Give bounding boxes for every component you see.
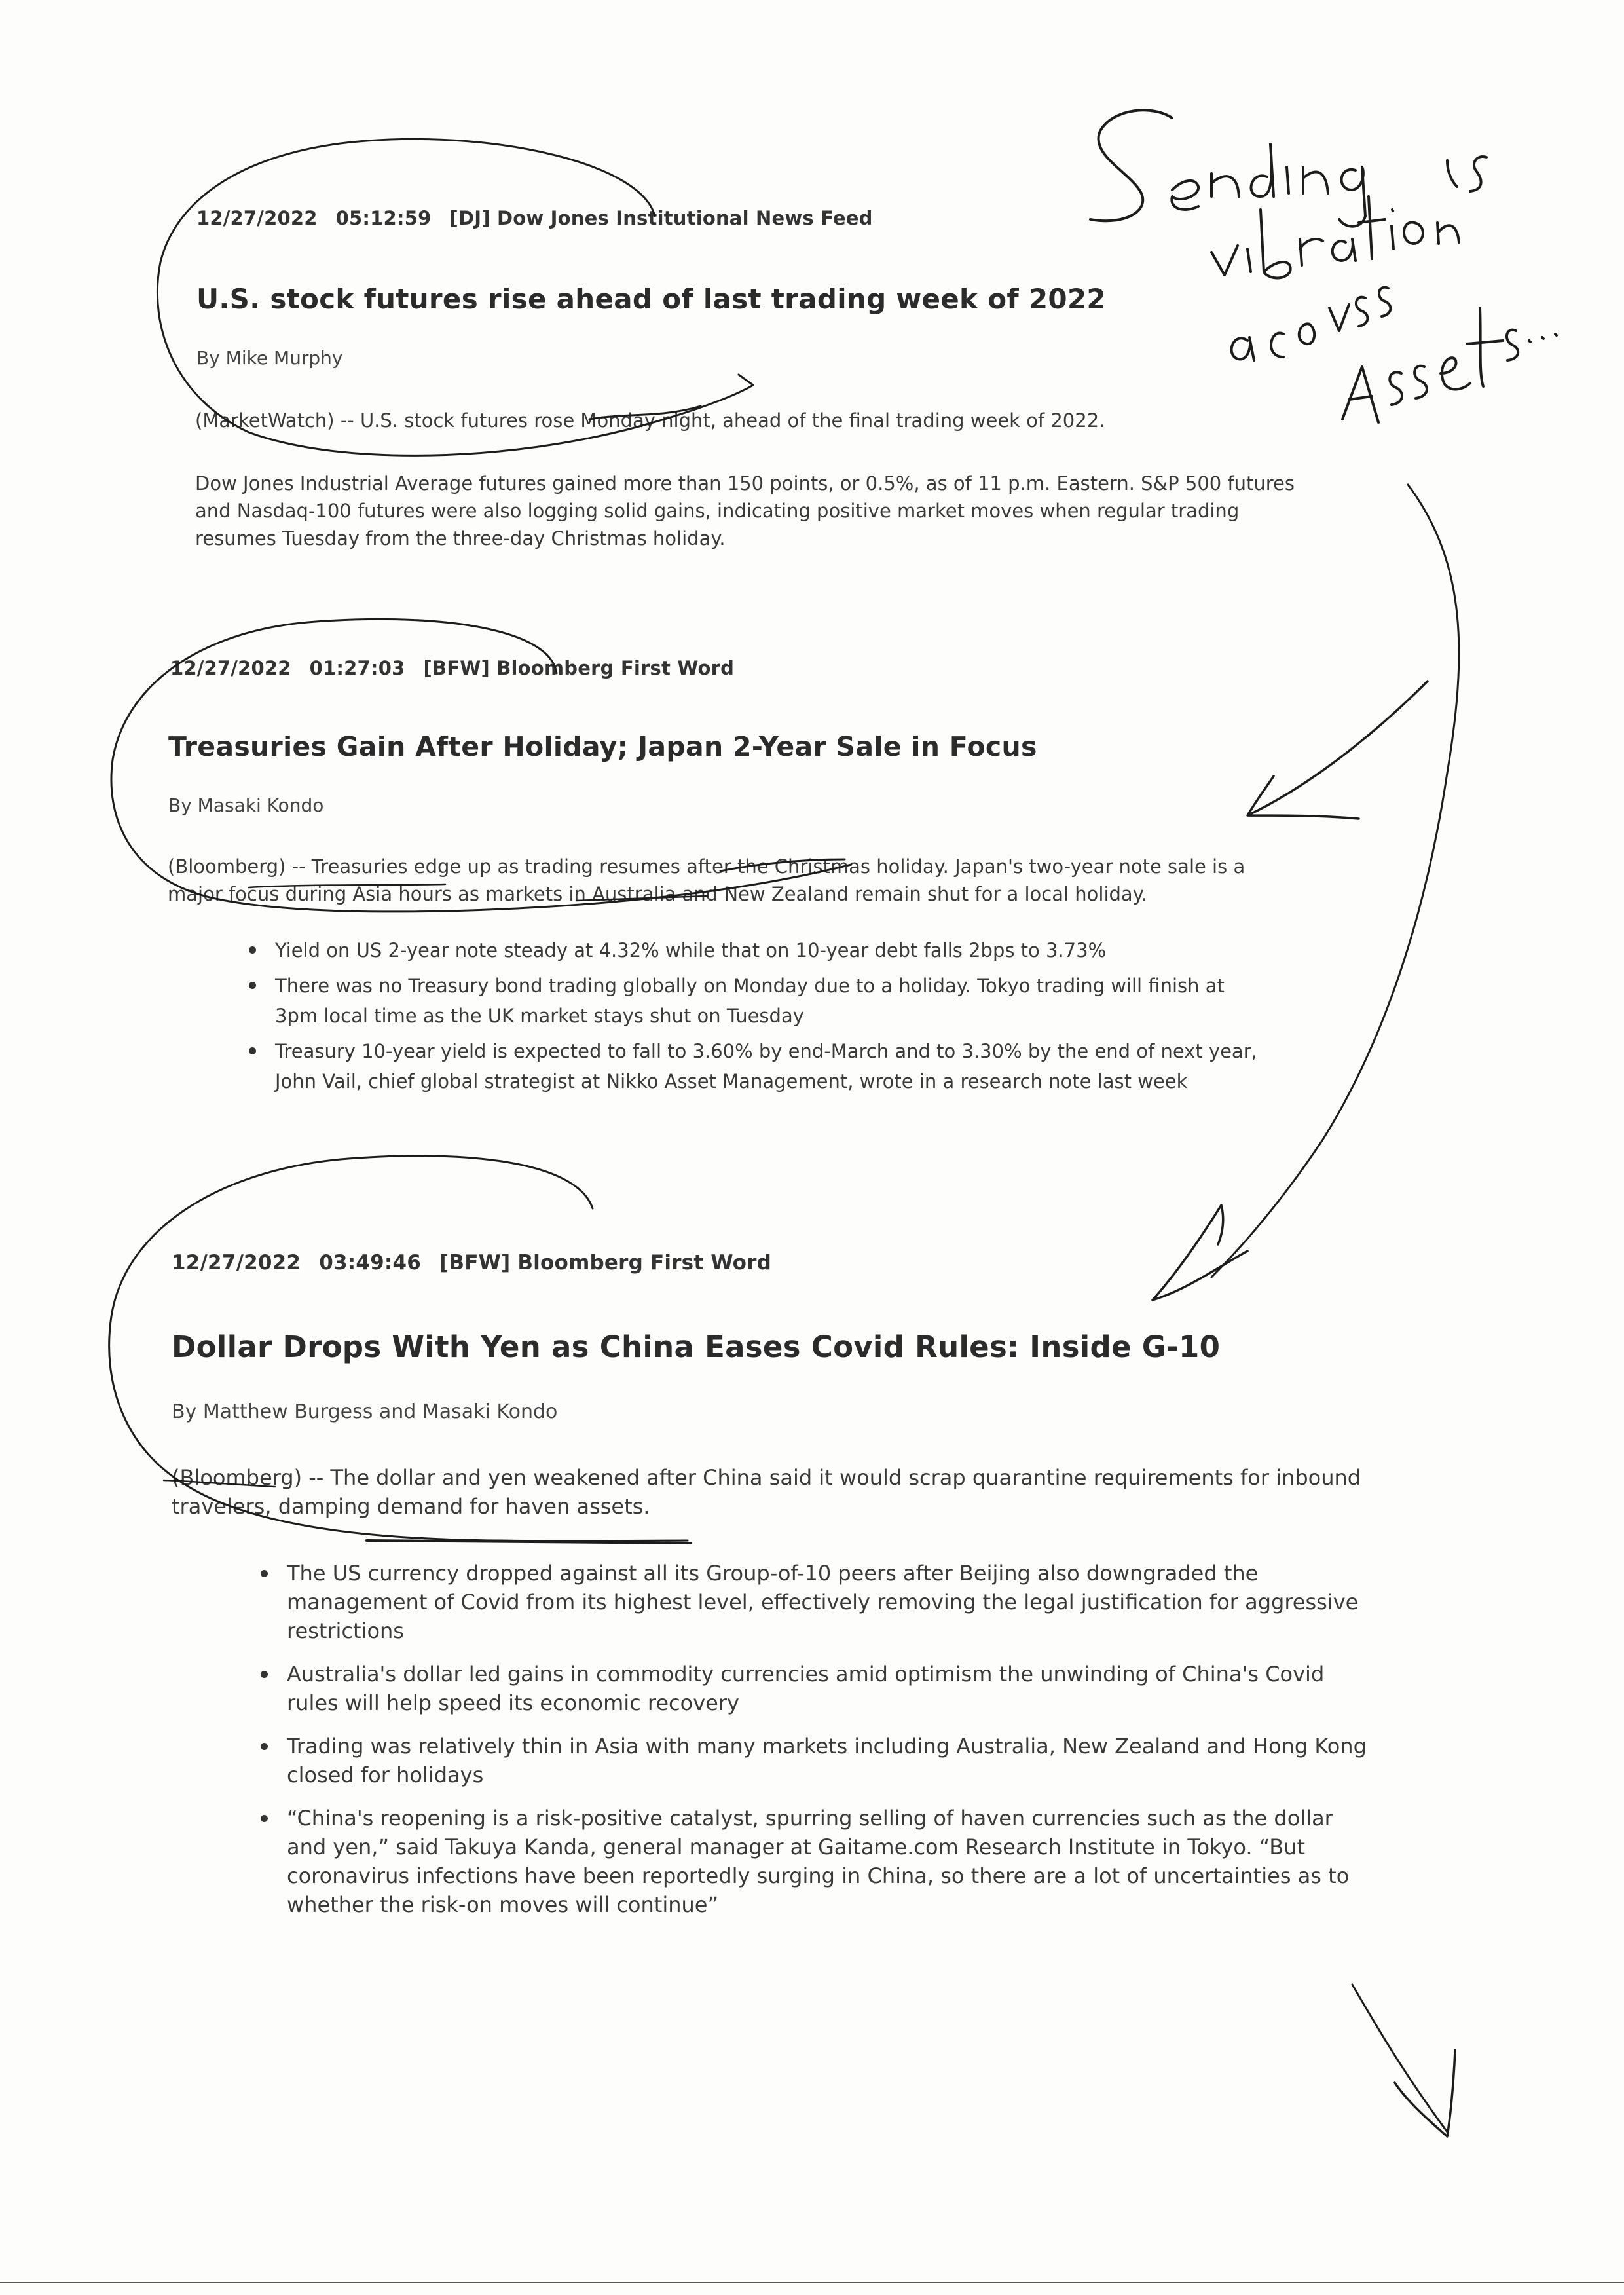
story-byline: By Masaki Kondo — [168, 794, 324, 816]
bullet-item: “China's reopening is a risk-positive catalyst, spurring selling of haven currencies such as the dollar and yen,” said Takuya Kanda, general manager at Gaitame.com Research Institute in Tokyo. “But coronavirus infections have been reportedly surging in China, so there are a lot of uncertainties as to whether the risk-on moves will continue” — [261, 1804, 1367, 1919]
pen-arrow-bottom — [1352, 1985, 1447, 2132]
story-paragraph: (Bloomberg) -- The dollar and yen weakened after China said it would scrap quarantine requirements for inbound travelers, damping demand for haven assets. — [172, 1465, 1361, 1519]
story-paragraph: Dow Jones Industrial Average futures gained more than 150 points, or 0.5%, as of 11 p.m. Eastern. S&P 500 futures and Nasdaq-100 futures were also logging solid gains, indicating positive market moves when regular trading resumes Tuesday from the three-day Christmas holiday. — [195, 472, 1295, 550]
story-date: 12/27/2022 — [170, 657, 291, 679]
bullet-item: There was no Treasury bond trading globally on Monday due to a holiday. Tokyo trading will finish at 3pm local time as the UK market stays shut on Tuesday — [249, 971, 1257, 1031]
story-source: [BFW] Bloomberg First Word — [439, 1251, 772, 1275]
story-headline: Treasuries Gain After Holiday; Japan 2-Year Sale in Focus — [168, 731, 1037, 762]
story-headline: Dollar Drops With Yen as China Eases Covid Rules: Inside G-10 — [172, 1330, 1221, 1364]
bullet-item: The US currency dropped against all its Group-of-10 peers after Beijing also downgraded the management of Covid from its highest level, effectively removing the legal justification for aggressive restrictions — [261, 1559, 1367, 1645]
bullet-item: Yield on US 2-year note steady at 4.32% while that on 10-year debt falls 2bps to 3.73% — [249, 935, 1257, 965]
bullet-item: Treasury 10-year yield is expected to fall to 3.60% by end-March and to 3.30% by the end of next year, John Vail, chief global strategist at Nikko Asset Management, wrote in a research note last week — [249, 1036, 1257, 1096]
page-bottom-edge — [0, 2282, 1624, 2283]
bullet-item: Trading was relatively thin in Asia with many markets including Australia, New Zealand and Hong Kong closed for holidays — [261, 1732, 1367, 1789]
story-byline: By Matthew Burgess and Masaki Kondo — [172, 1400, 558, 1423]
pen-arrow-path — [1211, 485, 1459, 1277]
story-time: 03:49:46 — [319, 1251, 422, 1275]
story-byline: By Mike Murphy — [196, 347, 343, 369]
pen-arrowhead — [1247, 681, 1428, 819]
pen-strike — [367, 1540, 691, 1543]
story-source: [BFW] Bloomberg First Word — [423, 657, 735, 679]
story-paragraph: (MarketWatch) -- U.S. stock futures rose Monday night, ahead of the final trading week of 2022. — [195, 409, 1105, 432]
story-paragraph: (Bloomberg) -- Treasuries edge up as trading resumes after the Christmas holiday. Japan's two-year note sale is a major focus during Asia hours as markets in Australia and New Zealand remain shut for a local holiday. — [168, 855, 1246, 905]
story-metadata — [196, 207, 891, 229]
story-metadata — [170, 657, 752, 679]
story-metadata — [172, 1251, 790, 1275]
story-bullet-list — [249, 935, 1257, 1102]
handwritten-note — [1090, 110, 1557, 422]
story-time: 05:12:59 — [335, 207, 432, 229]
story-source: [DJ] Dow Jones Institutional News Feed — [449, 207, 873, 229]
story-headline: U.S. stock futures rise ahead of last trading week of 2022 — [196, 283, 1106, 315]
story-date: 12/27/2022 — [196, 207, 318, 229]
bullet-item: Australia's dollar led gains in commodity currencies amid optimism the unwinding of China's Covid rules will help speed its economic recovery — [261, 1660, 1367, 1717]
story-bullet-list — [261, 1559, 1367, 1933]
pen-arrowhead — [1153, 1205, 1247, 1300]
pen-arrowhead-bottom — [1395, 2050, 1455, 2136]
story-date: 12/27/2022 — [172, 1251, 301, 1275]
story-time: 01:27:03 — [309, 657, 405, 679]
